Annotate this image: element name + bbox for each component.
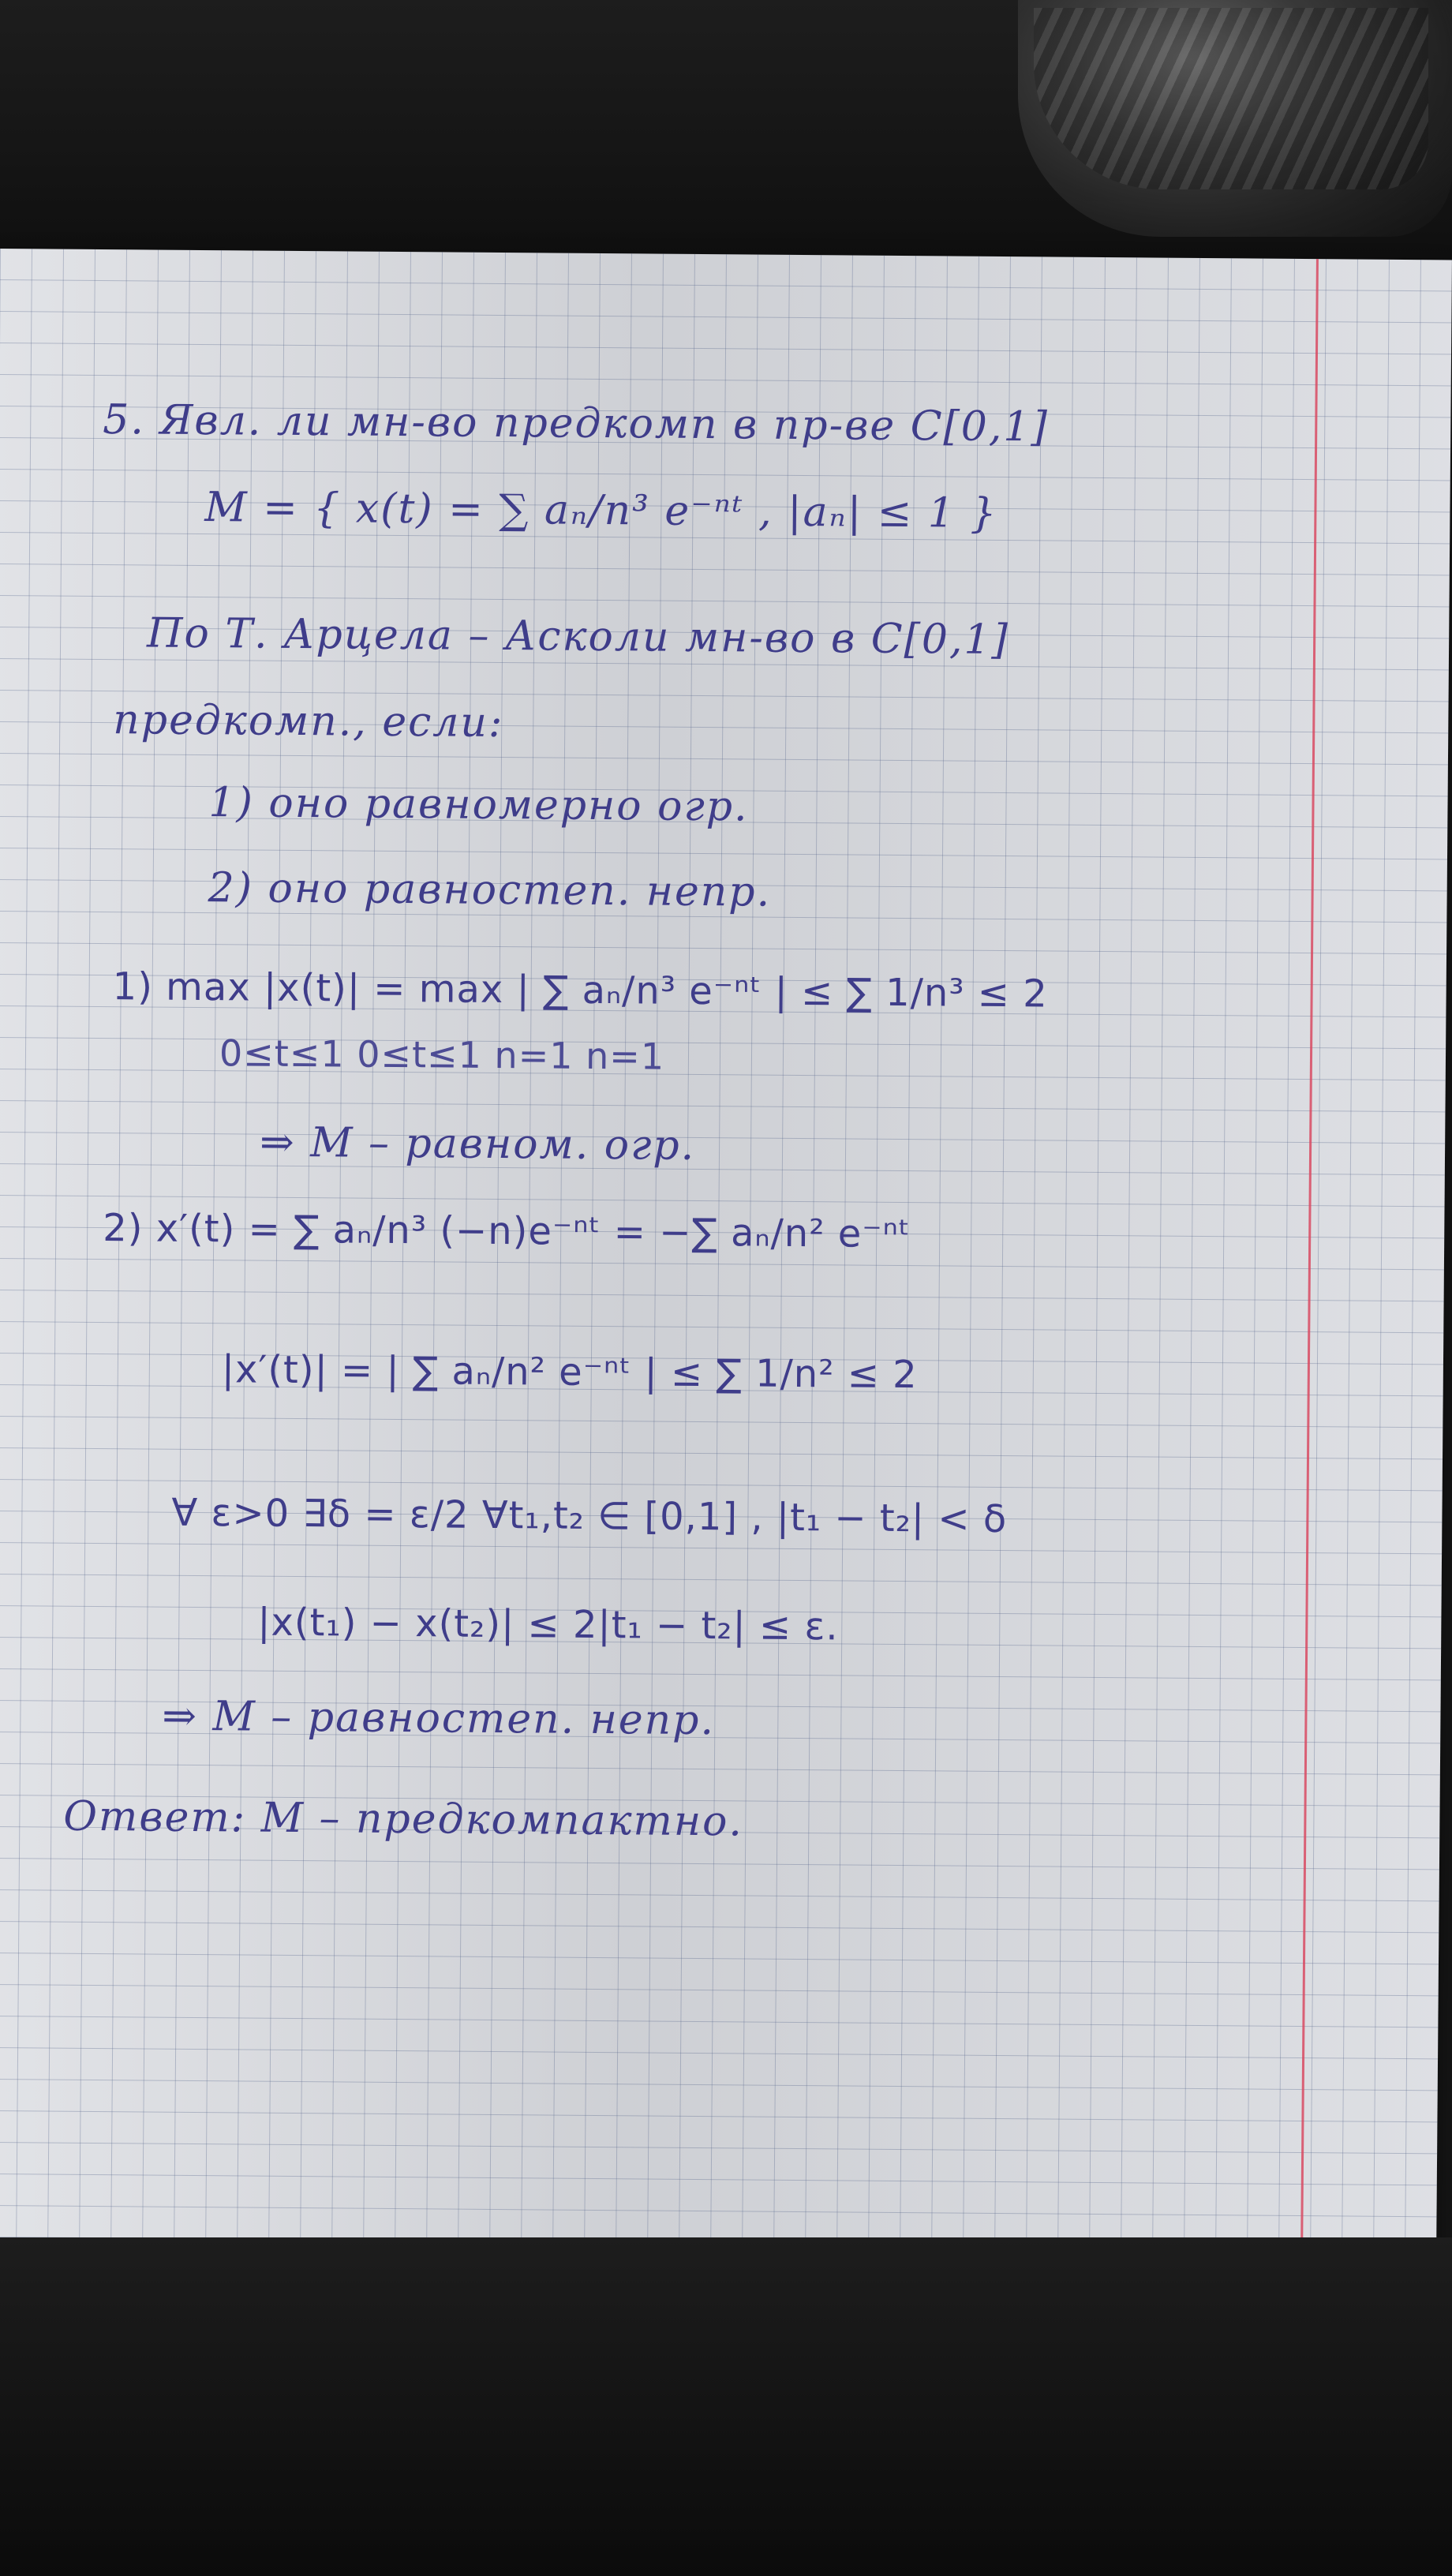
epsilon-delta-line: ∀ ε>0 ∃δ = ε/2 ∀t₁,t₂ ∈ [0,1] , |t₁ − t₂| < δ bbox=[171, 1490, 1008, 1542]
bound-estimate: 1) max |x(t)| = max | ∑ aₙ/n³ e⁻ⁿᵗ | ≤ ∑ 1/n³ ≤ 2 bbox=[112, 964, 1049, 1017]
lipschitz-estimate: |x(t₁) − x(t₂)| ≤ 2|t₁ − t₂| ≤ ε. bbox=[257, 1600, 839, 1649]
conclusion-1: ⇒ M – равном. огр. bbox=[259, 1118, 696, 1170]
answer-line: Ответ: M – предкомпактно. bbox=[63, 1792, 744, 1846]
derivative-formula: 2) x′(t) = ∑ aₙ/n³ (−n)e⁻ⁿᵗ = −∑ aₙ/n² e⁻ⁿᵗ bbox=[103, 1206, 911, 1257]
graph-paper-sheet bbox=[0, 249, 1452, 2248]
problem-statement-line-1: 5. Явл. ли мн-во предкомп в пр-ве C[0,1] bbox=[103, 396, 1050, 451]
conclusion-2: ⇒ M – равностеп. непр. bbox=[162, 1692, 716, 1745]
derivative-estimate: |x′(t)| = | ∑ aₙ/n² e⁻ⁿᵗ | ≤ ∑ 1/n² ≤ 2 bbox=[221, 1347, 918, 1398]
red-margin-line bbox=[1300, 259, 1319, 2248]
condition-2: 2) оно равностеп. непр. bbox=[208, 864, 772, 916]
theorem-line-1: По Т. Арцела – Асколи мн-во в C[0,1] bbox=[146, 609, 1010, 665]
bound-estimate-subscripts: 0≤t≤1 0≤t≤1 n=1 n=1 bbox=[219, 1032, 665, 1078]
problem-statement-line-2: M = { x(t) = ∑ aₙ/n³ e⁻ⁿᵗ , |aₙ| ≤ 1 } bbox=[204, 484, 998, 537]
theorem-line-2: предкомп., если: bbox=[113, 696, 504, 747]
condition-1: 1) оно равномерно огр. bbox=[208, 779, 749, 831]
background-object bbox=[1018, 0, 1452, 237]
background-bottom bbox=[0, 2237, 1452, 2576]
